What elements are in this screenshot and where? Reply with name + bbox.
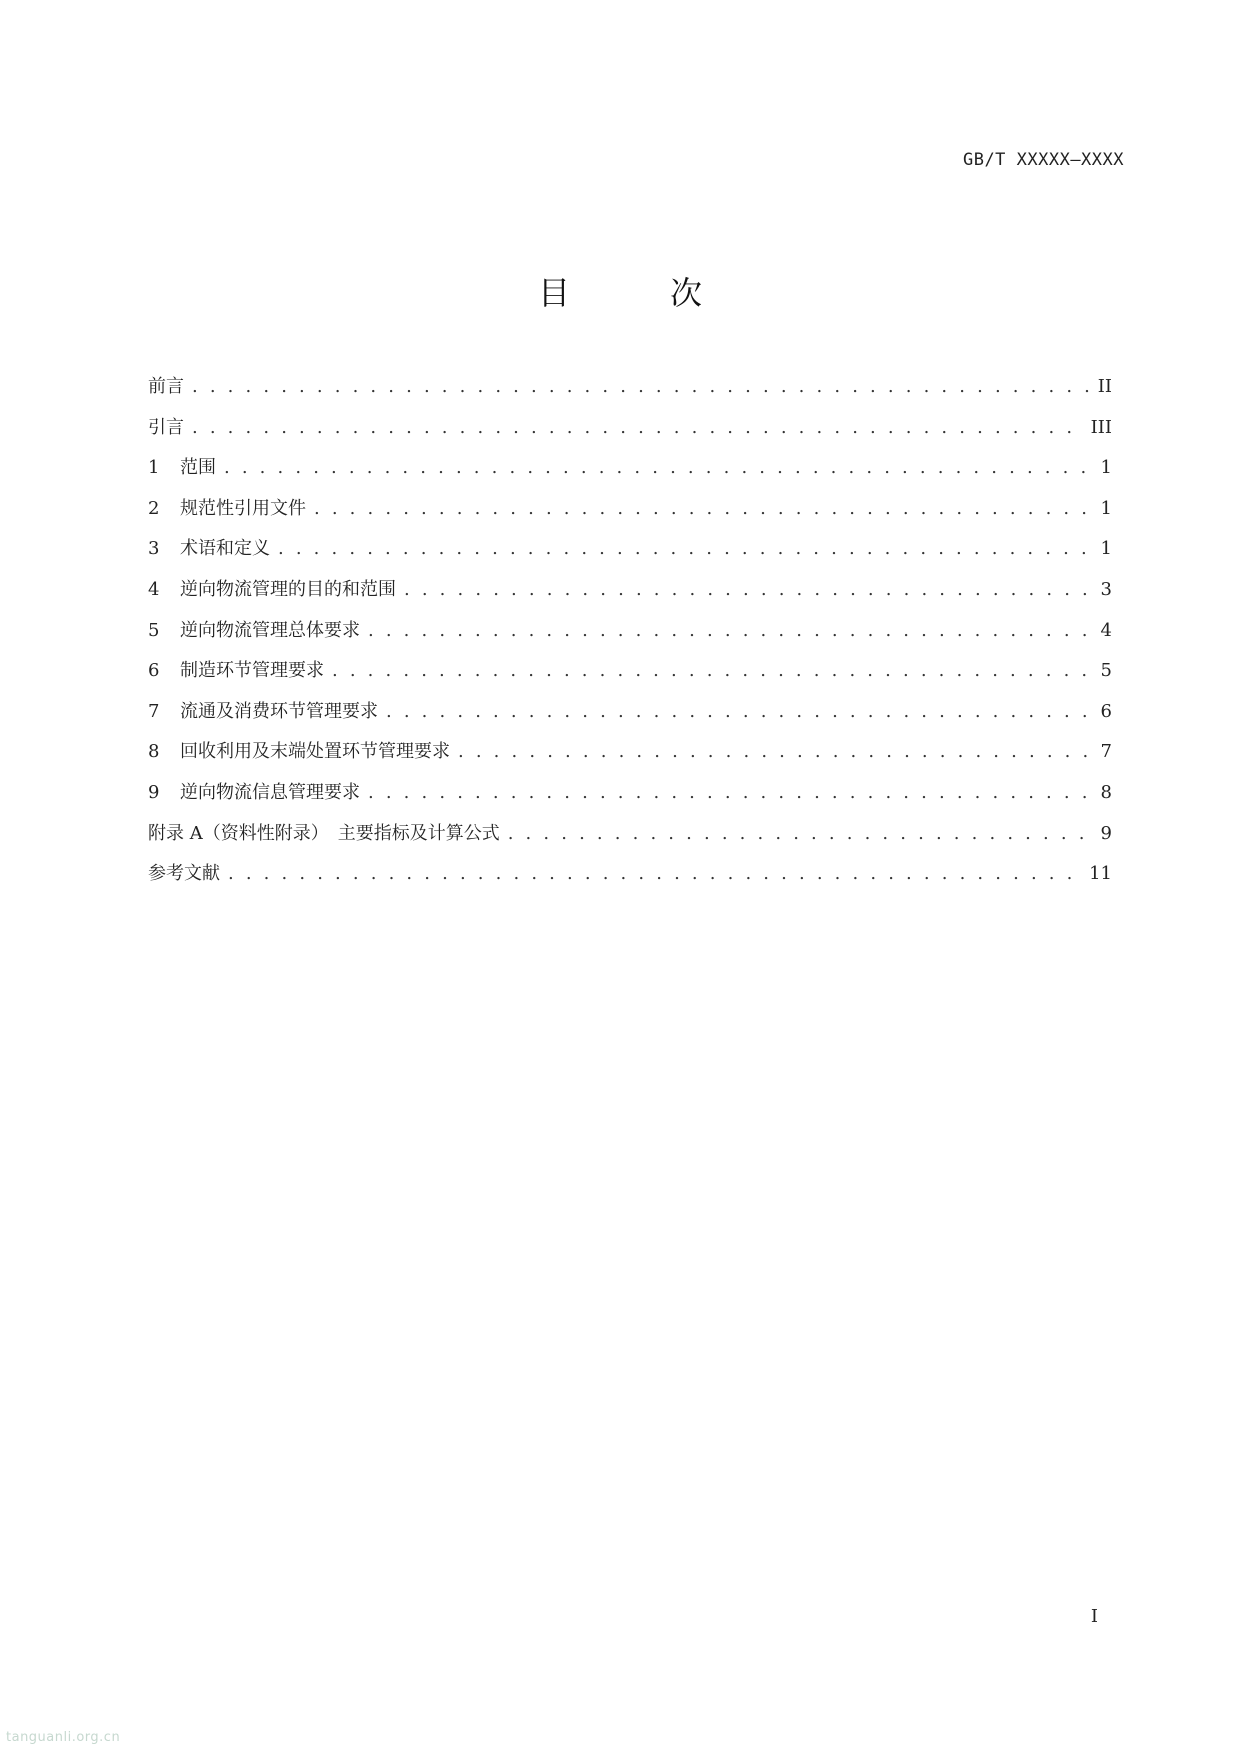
toc-entry-section-7[interactable] <box>148 697 1112 738</box>
toc-entry-section-6[interactable] <box>148 656 1112 697</box>
toc-entry-section-2[interactable] <box>148 494 1112 535</box>
toc-entry-label: 逆向物流信息管理要求 <box>180 781 360 803</box>
toc-entry-number: 1 <box>148 457 160 479</box>
toc-title: 目 次 <box>537 274 736 312</box>
document-code: GB/T XXXXX—XXXX <box>962 150 1124 170</box>
toc-entry-section-4[interactable] <box>148 575 1112 616</box>
toc-entry-section-1[interactable] <box>148 453 1112 494</box>
toc-entry-page: 7 <box>1100 741 1112 763</box>
toc-entry-label: 制造环节管理要求 <box>180 660 324 682</box>
toc-entry-page: 5 <box>1100 660 1112 682</box>
page-number: I <box>1090 1606 1098 1627</box>
watermark: tanguanli.org.cn <box>6 1730 121 1745</box>
toc-entry-page: 1 <box>1100 538 1112 560</box>
toc-entry-page: II <box>1097 376 1112 397</box>
toc-entry-page: 1 <box>1100 457 1112 479</box>
toc-entry-page: 6 <box>1100 700 1112 722</box>
toc-entry-foreword[interactable] <box>148 372 1112 413</box>
toc-entry-number: 9 <box>148 781 160 803</box>
toc-entry-label: 附录 A（资料性附录） 主要指标及计算公式 <box>148 822 500 844</box>
toc-entry-page: 3 <box>1100 578 1112 600</box>
toc-entry-appendix-a[interactable] <box>148 819 1112 860</box>
toc-entry-section-5[interactable] <box>148 616 1112 657</box>
toc-leader-dots <box>368 620 1090 641</box>
toc-entry-label: 参考文献 <box>148 863 220 885</box>
toc-entry-number: 3 <box>148 538 160 560</box>
toc-entry-section-8[interactable] <box>148 737 1112 778</box>
toc-entry-number: 2 <box>148 497 160 519</box>
toc-leader-dots <box>224 457 1090 478</box>
toc-entry-page: 4 <box>1100 619 1112 641</box>
toc-entry-label: 流通及消费环节管理要求 <box>180 700 378 722</box>
toc-leader-dots <box>314 498 1090 519</box>
toc-entry-introduction[interactable] <box>148 413 1112 454</box>
toc-leader-dots <box>192 417 1083 438</box>
toc-leader-dots <box>508 823 1090 844</box>
toc-entry-number: 8 <box>148 741 160 763</box>
toc-leader-dots <box>192 376 1090 397</box>
toc-entry-page: III <box>1090 416 1112 438</box>
toc-leader-dots <box>368 782 1090 803</box>
toc-entry-label: 逆向物流管理总体要求 <box>180 619 360 641</box>
toc-leader-dots <box>228 863 1081 884</box>
toc-entry-section-3[interactable] <box>148 534 1112 575</box>
toc-entry-label: 规范性引用文件 <box>180 497 306 519</box>
toc-entry-number: 6 <box>148 660 160 682</box>
toc-entry-number: 4 <box>148 578 160 600</box>
toc-entry-label: 前言 <box>148 376 184 397</box>
toc-entry-label: 逆向物流管理的目的和范围 <box>180 578 396 600</box>
toc-entry-page: 11 <box>1089 863 1112 885</box>
toc-entry-number: 7 <box>148 700 160 722</box>
toc-entry-page: 9 <box>1100 822 1112 844</box>
toc-entry-page: 1 <box>1100 497 1112 519</box>
toc-leader-dots <box>458 741 1090 762</box>
toc-entry-section-9[interactable] <box>148 778 1112 819</box>
toc-entry-bibliography[interactable] <box>148 859 1112 900</box>
toc-leader-dots <box>404 579 1090 600</box>
toc-leader-dots <box>386 701 1090 722</box>
toc-leader-dots <box>278 538 1090 559</box>
toc-entry-number: 5 <box>148 619 160 641</box>
toc-entry-label: 引言 <box>148 416 184 438</box>
toc-entry-label: 术语和定义 <box>180 538 270 560</box>
toc-entry-page: 8 <box>1100 781 1112 803</box>
toc-leader-dots <box>332 660 1090 681</box>
table-of-contents <box>148 372 1112 900</box>
toc-entry-label: 回收利用及末端处置环节管理要求 <box>180 741 450 763</box>
toc-entry-label: 范围 <box>180 457 216 479</box>
